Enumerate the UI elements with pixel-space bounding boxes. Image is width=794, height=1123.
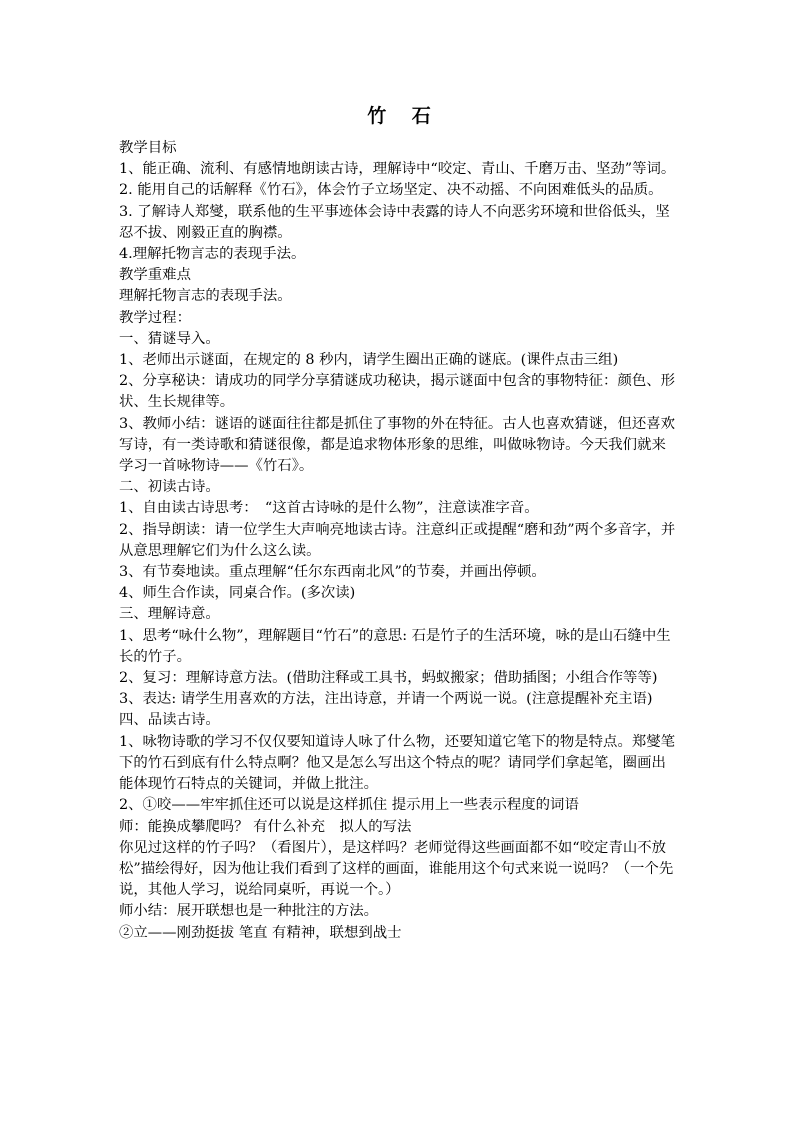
- document-title: 竹 石: [367, 105, 431, 127]
- section-3-step-1: 1、思考“咏什么物”，理解题目“竹石”的意思: 石是竹子的生活环境，咏的是山石缝中生长的竹子。: [119, 627, 671, 665]
- section-1-step-2: 2、分享秘诀：请成功的同学分享猜谜成功秘诀，揭示谜面中包含的事物特征：颜色、形状、生长规律等。: [119, 373, 676, 411]
- section-1-heading: 一、猜谜导入。: [119, 330, 220, 347]
- section-2-step-1: 1、自由读古诗思考： “这首古诗咏的是什么物”，注意读准字音。: [119, 500, 539, 517]
- heading-objectives: 教学目标: [119, 140, 177, 156]
- section-2-step-3: 3、有节奏地读。重点理解“任尔东西南北风”的节奏，并画出停顿。: [119, 564, 546, 581]
- section-1-step-1: 1、老师出示谜面，在规定的 8 秒内，请学生圈出正确的谜底。(课件点击三组): [119, 352, 619, 369]
- document-body: [119, 104, 679, 944]
- section-4-summary: 师小结：展开联想也是一种批注的方法。: [119, 903, 379, 920]
- section-4-discussion: 你见过这样的竹子吗？（看图片），是这样吗？老师觉得这些画面都不如“咬定青山不放松”描绘得好，因为他让我们看到了这样的画面，谁能用这个句式来说一说吗？（一个先说，其他人学习，说给同桌听，再说一个。）: [119, 839, 674, 899]
- objective-1: 1、能正确、流利、有感情地朗读古诗，理解诗中“咬定、青山、千磨万击、坚劲”等词。: [119, 161, 676, 178]
- section-4-step-2: 2、①咬——牢牢抓住还可以说是这样抓住 提示用上一些表示程度的词语: [119, 797, 579, 814]
- section-4-note: 师：能换成攀爬吗？ 有什么补充 拟人的写法: [119, 818, 412, 835]
- section-4-point-2: ②立——刚劲挺拔 笔直 有精神，联想到战士: [119, 924, 402, 941]
- key-point: 理解托物言志的表现手法。: [119, 288, 292, 305]
- section-3-step-2: 2、复习：理解诗意方法。(借助注释或工具书，蚂蚁搬家；借助插图；小组合作等等): [119, 670, 658, 687]
- objective-3: 3. 了解诗人郑燮，联系他的生平事迹体会诗中表露的诗人不向恶劣环境和世俗低头，坚忍不拔、刚毅正直的胸襟。: [119, 203, 670, 241]
- objective-4: 4.理解托物言志的表现手法。: [119, 246, 306, 263]
- section-2-step-4: 4、师生合作读，同桌合作。(多次读): [119, 585, 356, 602]
- objective-2: 2. 能用自己的话解释《竹石》，体会竹子立场坚定、决不动摇、不向困难低头的品质。: [119, 182, 663, 199]
- section-2-step-2: 2、指导朗读：请一位学生大声响亮地读古诗。注意纠正或提醒“磨和劲”两个多音字，并从意思理解它们为什么这么读。: [119, 521, 676, 559]
- section-3-heading: 三、理解诗意。: [119, 606, 220, 623]
- heading-key-points: 教学重难点: [119, 267, 191, 284]
- section-1-step-3: 3、教师小结：谜语的谜面往往都是抓住了事物的外在特征。古人也喜欢猜谜，但还喜欢写诗，有一类诗歌和猜谜很像，都是追求物体形象的思维，叫做咏物诗。今天我们就来学习一首咏物诗——《竹石》。: [119, 415, 676, 475]
- section-3-step-3: 3、表达: 请学生用喜欢的方法，注出诗意，并请一个两说一说。(注意提醒补充主语): [119, 691, 653, 708]
- section-4-heading: 四、品读古诗。: [119, 712, 220, 729]
- section-4-step-1: 1、咏物诗歌的学习不仅仅要知道诗人咏了什么物，还要知道它笔下的物是特点。郑燮笔下的竹石到底有什么特点啊？他又是怎么写出这个特点的呢？请同学们拿起笔，圈画出能体现竹石特点的关键词，并做上批注。: [119, 733, 676, 793]
- section-2-heading: 二、初读古诗。: [119, 479, 220, 496]
- heading-process: 教学过程：: [119, 309, 191, 326]
